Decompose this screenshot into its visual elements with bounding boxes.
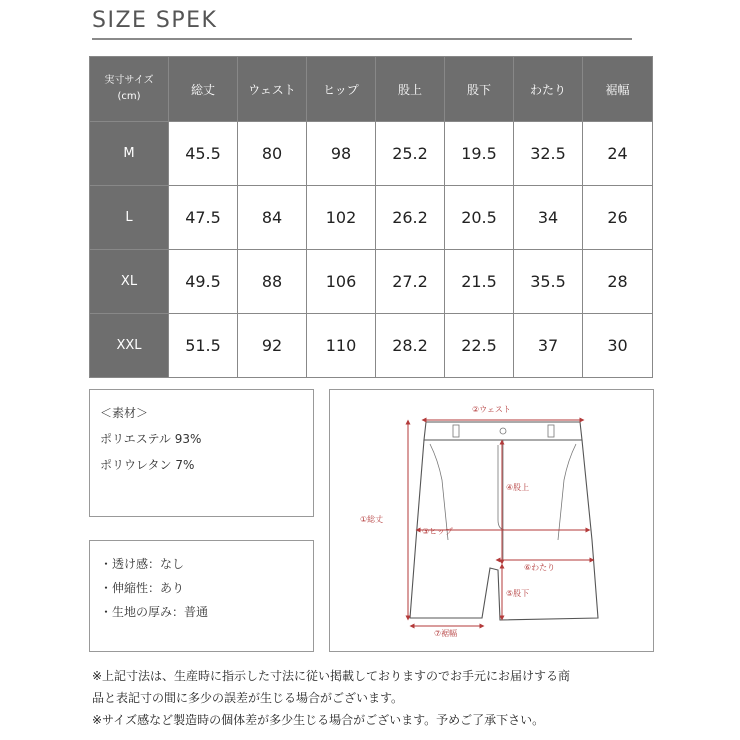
table-cell: 24 (583, 122, 653, 186)
column-header: ヒップ (307, 57, 376, 122)
table-cell: 34 (514, 186, 583, 250)
size-label: XXL (90, 314, 169, 378)
table-cell: 45.5 (169, 122, 238, 186)
corner-label: 実寸サイズ (104, 75, 154, 86)
table-cell: 21.5 (445, 250, 514, 314)
table-cell: 30 (583, 314, 653, 378)
length-label: ①総丈 (360, 515, 384, 524)
column-header: ウェスト (238, 57, 307, 122)
property-line: ・生地の厚み：普通 (100, 605, 209, 619)
size-label: M (90, 122, 169, 186)
table-cell: 80 (238, 122, 307, 186)
table-cell: 37 (514, 314, 583, 378)
shorts-outline (410, 422, 598, 620)
table-cell: 28.2 (376, 314, 445, 378)
measurement-diagram (329, 389, 654, 652)
column-header: 裾幅 (583, 57, 653, 122)
note-line: ※上記寸法は、生産時に指示した寸法に従い掲載しておりますのでお手元にお届けする商 (92, 669, 571, 683)
rise-label: ④股上 (506, 483, 530, 492)
table-cell: 47.5 (169, 186, 238, 250)
table-cell: 92 (238, 314, 307, 378)
table-cell: 26.2 (376, 186, 445, 250)
hip-label: ③ヒップ (422, 527, 453, 536)
column-header: 股上 (376, 57, 445, 122)
title-divider (92, 38, 632, 40)
table-row (90, 250, 653, 314)
table-cell: 22.5 (445, 314, 514, 378)
table-cell: 25.2 (376, 122, 445, 186)
table-cell: 28 (583, 250, 653, 314)
note-line: ※サイズ感など製造時の個体差が多少生じる場合がございます。予めご了承下さい。 (92, 713, 545, 727)
size-label: L (90, 186, 169, 250)
table-row (90, 186, 653, 250)
table-row (90, 314, 653, 378)
table-row (90, 122, 653, 186)
material-box (89, 389, 314, 517)
notes (92, 665, 652, 731)
table-cell: 51.5 (169, 314, 238, 378)
hem-label: ⑦裾幅 (434, 629, 458, 638)
fabric-properties-box (89, 540, 314, 652)
note-line: 品と表記寸の間に多少の誤差が生じる場合がございます。 (92, 691, 404, 705)
table-cell: 26 (583, 186, 653, 250)
size-table (89, 56, 653, 378)
waist-label: ②ウェスト (472, 405, 511, 414)
material-line: ポリウレタン 7% (100, 458, 195, 472)
page-title: SIZE SPEK (92, 8, 218, 33)
table-cell: 106 (307, 250, 376, 314)
corner-unit: (cm) (117, 91, 141, 102)
property-line: ・伸縮性：あり (100, 581, 185, 595)
table-cell: 35.5 (514, 250, 583, 314)
table-header-row (90, 57, 653, 122)
column-header: 総丈 (169, 57, 238, 122)
material-line: ポリエステル 93% (100, 432, 202, 446)
size-label: XL (90, 250, 169, 314)
table-cell: 84 (238, 186, 307, 250)
column-header: わたり (514, 57, 583, 122)
shorts-illustration (330, 390, 653, 651)
table-cell: 27.2 (376, 250, 445, 314)
material-heading: ＜素材＞ (100, 406, 149, 420)
corner-header (90, 57, 169, 122)
property-line: ・透け感：なし (100, 557, 185, 571)
table-cell: 88 (238, 250, 307, 314)
table-cell: 32.5 (514, 122, 583, 186)
table-cell: 110 (307, 314, 376, 378)
table-cell: 102 (307, 186, 376, 250)
table-cell: 98 (307, 122, 376, 186)
inseam-label: ⑤股下 (506, 589, 530, 598)
table-cell: 20.5 (445, 186, 514, 250)
table-cell: 19.5 (445, 122, 514, 186)
thigh-label: ⑥わたり (524, 563, 556, 572)
table-cell: 49.5 (169, 250, 238, 314)
column-header: 股下 (445, 57, 514, 122)
